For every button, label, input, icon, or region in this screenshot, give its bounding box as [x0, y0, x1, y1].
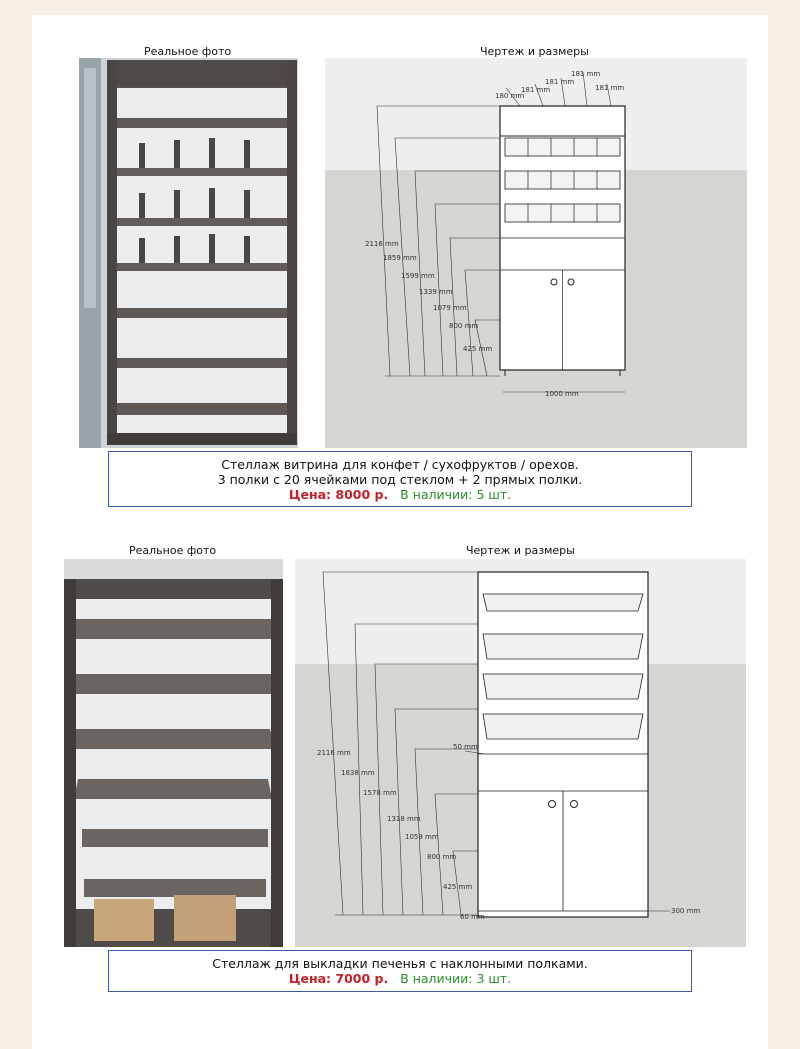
product-2-price: Цена: 7000 р.: [288, 971, 389, 986]
dim-h-total-1: 2116 mm: [365, 240, 399, 248]
catalog-page: [32, 15, 768, 1049]
dim-h1-1: 1859 mm: [383, 254, 417, 262]
dim-c4-1: 181 mm: [571, 70, 601, 78]
dim-h6-1: 425 mm: [463, 345, 493, 353]
dim-h1-2: 1838 mm: [341, 769, 375, 777]
dim-h7-2: 60 mm: [460, 913, 485, 921]
dim-c3-1: 181 mm: [545, 78, 575, 86]
dim-h5-1: 800 mm: [449, 322, 479, 330]
dim-h-total-2: 2116 mm: [317, 749, 351, 757]
dim-h2-1: 1599 mm: [401, 272, 435, 280]
product-1-desc-line2: 3 полки с 20 ячейками под стеклом + 2 прямых полки.: [217, 472, 583, 487]
dim-h4-2: 1059 mm: [405, 833, 439, 841]
product-1-description: [108, 451, 692, 507]
product-1-price: Цена: 8000 р.: [288, 487, 389, 502]
drawing-caption-2: Чертеж и размеры: [466, 544, 575, 557]
dim-depth-2: 300 mm: [671, 907, 701, 915]
dim-h3-2: 1318 mm: [387, 815, 421, 823]
dim-h2-2: 1578 mm: [363, 789, 397, 797]
dim-c1-1: 180 mm: [495, 92, 525, 100]
product-1-price-line: [109, 487, 691, 502]
dim-shelf-2: 50 mm: [453, 743, 478, 751]
product-1-desc-line1: Стеллаж витрина для конфет / сухофруктов / орехов.: [221, 457, 579, 472]
real-photo-2: [64, 559, 283, 947]
photo-caption-1: Реальное фото: [144, 45, 232, 58]
dim-h5-2: 800 mm: [427, 853, 457, 861]
product-2-description: [108, 950, 692, 992]
dim-h6-2: 425 mm: [443, 883, 473, 891]
dim-h4-1: 1079 mm: [433, 304, 467, 312]
drawing-1: [325, 58, 747, 448]
dim-h3-1: 1339 mm: [419, 288, 453, 296]
drawing-caption-1: Чертеж и размеры: [480, 45, 589, 58]
product-2-stock: В наличии: 3 шт.: [400, 971, 512, 986]
product-2-price-line: [109, 971, 691, 986]
dim-c2-1: 181 mm: [521, 86, 551, 94]
dim-c5-1: 181 mm: [595, 84, 625, 92]
drawing-2: [295, 559, 746, 947]
dim-width-1: 1000 mm: [545, 390, 579, 398]
real-photo-1: [79, 58, 298, 448]
product-2-desc-line1: Стеллаж для выкладки печенья с наклонными полками.: [212, 956, 588, 971]
photo-caption-2: Реальное фото: [129, 544, 217, 557]
product-1-stock: В наличии: 5 шт.: [400, 487, 512, 502]
